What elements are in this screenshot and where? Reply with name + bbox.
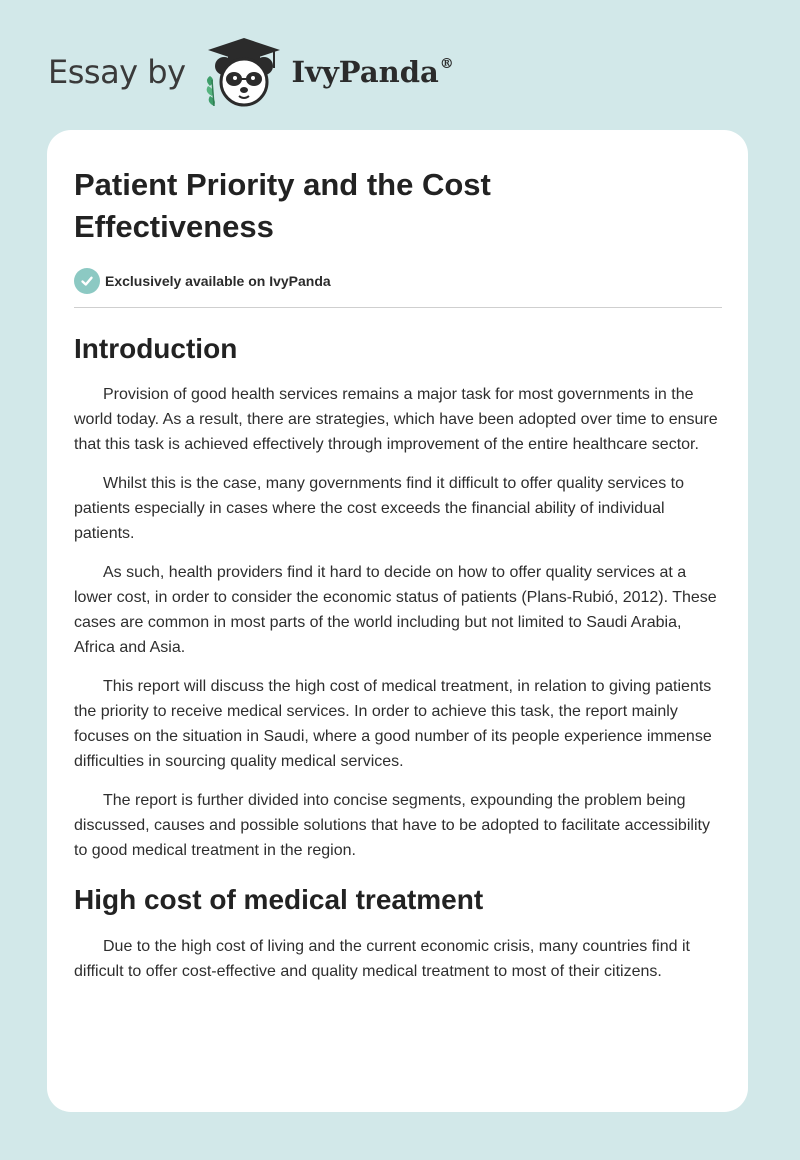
- exclusive-badge: [74, 268, 722, 294]
- registered-mark: ®: [439, 56, 454, 72]
- badge-label: Exclusively available on IvyPanda: [105, 273, 331, 289]
- brand-name: IvyPanda®: [291, 55, 454, 89]
- panda-logo-icon: [200, 36, 288, 108]
- paragraph: Provision of good health services remains a major task for most governments in the world today. As a result, there are strategies, which have been adopted over time to ensure that this task is achieved effectively through improvement of the entire healthcare sector.: [74, 386, 718, 453]
- section-heading: High cost of medical treatment: [74, 884, 484, 915]
- paragraph: Whilst this is the case, many governments find it difficult to offer quality services to patients especially in cases where the cost exceeds the financial ability of individual patients.: [74, 475, 684, 542]
- check-circle-icon: [74, 268, 100, 294]
- essay-card: [47, 130, 748, 1112]
- site-brand[interactable]: [48, 36, 454, 108]
- section-heading: Introduction: [74, 333, 238, 364]
- paragraph: This report will discuss the high cost of medical treatment, in relation to giving patients the priority to receive medical services. In order to achieve this task, the report mainly focuses on the situation in Saudi, where a good number of its people experience immense difficulties in sourcing quality medical services.: [74, 678, 712, 770]
- page-title: Patient Priority and the Cost Effectiveness: [74, 167, 491, 244]
- paragraph: As such, health providers find it hard to decide on how to offer quality services at a lower cost, in order to consider the economic status of patients (Plans-Rubió, 2012). These cases are common in most parts of the world including but not limited to Saudi Arabia, Africa and Asia.: [74, 564, 717, 656]
- title-divider: [74, 307, 722, 308]
- paragraph: Due to the high cost of living and the current economic crisis, many countries find it difficult to offer cost-effective and quality medical treatment to most of their citizens.: [74, 938, 690, 980]
- paragraph: The report is further divided into concise segments, expounding the problem being discussed, causes and possible solutions that have to be adopted to facilitate accessibility to good medical treatment in the region.: [74, 792, 710, 859]
- brand-prefix: Essay by: [48, 53, 186, 91]
